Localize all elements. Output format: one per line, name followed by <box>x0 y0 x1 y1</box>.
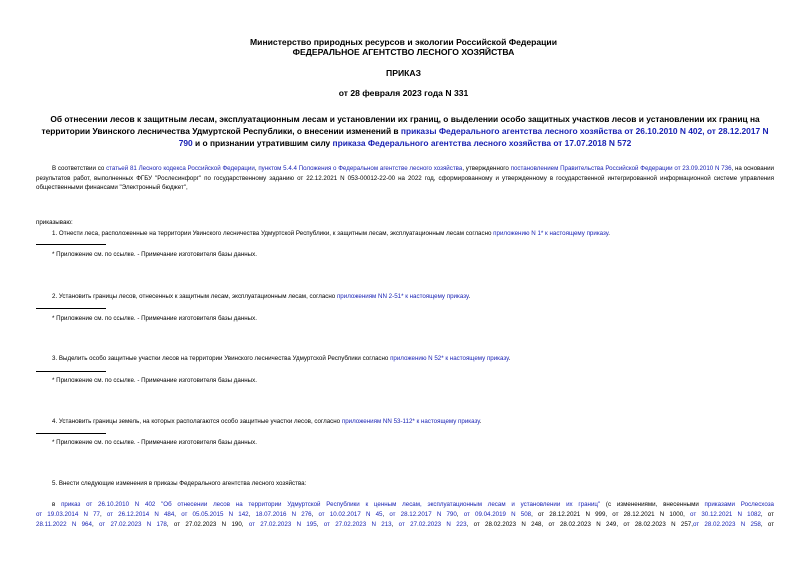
item-end: . <box>479 418 482 425</box>
link-order-1082[interactable]: от 30.12.2021 N 1082 <box>690 511 761 518</box>
amend-text: (с изменениями, внесенными <box>600 501 705 508</box>
link-order-484[interactable]: от 26.12.2014 N 484 <box>106 511 175 518</box>
amend-text: , <box>248 511 256 518</box>
agency-name: ФЕДЕРАЛЬНОЕ АГЕНТСТВО ЛЕСНОГО ХОЗЯЙСТВА <box>292 47 515 57</box>
preamble-text: , утвержденного <box>462 165 511 172</box>
title-link-repealed-order[interactable]: приказа Федерального агентства лесного хозяйства от 17.07.2018 N 572 <box>332 138 632 148</box>
footnote-divider <box>36 244 106 245</box>
link-order-178[interactable]: от 27.02.2023 N 178 <box>99 521 167 528</box>
title-link-amended-orders[interactable]: приказы Федерального агентства лесного хозяйства от 26.10.2010 N 402, от 28.12.2017 N 790 <box>178 126 769 148</box>
document-title <box>36 113 774 149</box>
preamble-text: , <box>254 165 259 172</box>
link-order-213[interactable]: от 27.02.2023 N 213 <box>323 521 392 528</box>
amend-text: , <box>382 511 390 518</box>
link-order-508[interactable]: от 09.04.2019 N 508 <box>463 511 532 518</box>
amendment-line-3 <box>36 520 774 529</box>
link-forest-code-art81[interactable]: статьей 81 Лесного кодекса Российской Федерации <box>106 165 255 172</box>
amend-text: , от 28.12.2021 N 999, от 28.12.2021 N 1000, <box>531 511 691 518</box>
amend-text: , <box>174 511 182 518</box>
item-end: . <box>608 230 611 237</box>
amend-text: , от <box>760 521 775 528</box>
item-5: 5. Внести следующие изменения в приказы Федерального агентства лесного хозяйства: <box>52 480 307 487</box>
amend-text: , от 28.02.2023 N 248, от 28.02.2023 N 249, от 28.02.2023 N 257, <box>466 521 693 528</box>
amend-text: , <box>391 521 399 528</box>
link-appendix-52[interactable]: приложению N 52* к настоящему приказу <box>390 355 509 362</box>
footnote: * Приложение см. по ссылке. - Примечание изготовителя базы данных. <box>52 251 257 258</box>
item-text: 4. Установить границы земель, на которых располагаются особо защитные участки лесов, согласно <box>52 418 342 425</box>
link-appendices-2-51[interactable]: приложениям NN 2-51* к настоящему приказу <box>336 293 469 300</box>
item-text: 2. Установить границы лесов, отнесенных к защитным лесам, эксплуатационным лесам, согласно <box>52 293 337 300</box>
amend-text: , <box>311 511 319 518</box>
amend-text: , от <box>760 511 774 518</box>
amend-text: , от 27.02.2023 N 190, <box>166 521 249 528</box>
amend-text: в <box>52 501 62 508</box>
amend-text: , <box>456 511 464 518</box>
link-order-45[interactable]: от 10.02.2017 N 45 <box>318 511 383 518</box>
link-appendices-53-112[interactable]: приложениям NN 53-112* к настоящему приказу <box>341 418 480 425</box>
item-text: 3. Выделить особо защитные участки лесов на территории Увинского лесничества Удмуртской Республики согласно <box>52 355 391 362</box>
link-government-resolution-736[interactable]: постановлением Правительства Российской Федерации от 23.09.2010 N 736 <box>510 165 732 172</box>
footnote: * Приложение см. по ссылке. - Примечание изготовителя базы данных. <box>52 315 257 322</box>
document-date-number: от 28 февраля 2023 года N 331 <box>338 88 469 98</box>
link-regulation-item-5-4-4[interactable]: пунктом 5.4.4 Положения о Федеральном агентстве лесного хозяйства <box>258 165 463 172</box>
item-end: . <box>508 355 511 362</box>
footnote: * Приложение см. по ссылке. - Примечание изготовителя базы данных. <box>52 439 257 446</box>
preamble-text: , на основании результатов работ, выполненных ФГБУ "Рослесинфорг" по государственному заданию от 22.12.2021 N 053-00012-22-00 на 2022 год, сформированному и утвержденному в государственной интегрированной информационной системе управления общественными финансами "Электронный бюджет", <box>36 165 775 192</box>
link-order-964[interactable]: 28.11.2022 N 964 <box>36 521 92 528</box>
link-order-402[interactable]: приказ от 26.10.2010 N 402 "Об отнесении лесов на территории Удмуртской Республики к ценным лесам, эксплуатационным лесам и установлении их границ" <box>61 501 601 508</box>
footnote-divider <box>36 433 106 434</box>
link-order-142[interactable]: от 05.05.2015 N 142 <box>181 511 249 518</box>
item-end: . <box>468 293 471 300</box>
amendment-line-2 <box>36 510 774 519</box>
link-order-790[interactable]: от 28.12.2017 N 790 <box>389 511 457 518</box>
amendment-line-1 <box>36 500 774 509</box>
title-text-2: и о признании утратившим силу <box>192 138 333 148</box>
link-order-258[interactable]: от 28.02.2023 N 258 <box>692 521 761 528</box>
preamble-text: В соответствии со <box>52 165 107 172</box>
item-4 <box>52 417 481 426</box>
footnote-divider <box>36 308 106 309</box>
ministry-name: Министерство природных ресурсов и экологии Российской Федерации <box>250 37 557 47</box>
amend-text: , <box>91 521 99 528</box>
item-3 <box>52 354 510 363</box>
item-text: 1. Отнести леса, расположенные на территории Увинского лесничества Удмуртской Республики, к защитным лесам, эксплуатационным лесам согласно <box>52 230 494 237</box>
order-word: приказываю: <box>36 219 73 226</box>
document-type: ПРИКАЗ <box>386 68 421 78</box>
amend-text: , <box>316 521 324 528</box>
link-order-77[interactable]: от 19.03.2014 N 77 <box>36 511 100 518</box>
title-text-1: Об отнесении лесов к защитным лесам, эксплуатационным лесам и установлении их границ, о выделении особо защитных участков лесов и установлении их границ на территории Увинского лесничества Удмуртской Республики, о внесении изменений в <box>41 114 760 136</box>
item-1 <box>52 229 610 238</box>
link-order-276[interactable]: 18.07.2016 N 276 <box>255 511 312 518</box>
link-order-223[interactable]: от 27.02.2023 N 223 <box>398 521 467 528</box>
item-2 <box>52 292 470 301</box>
link-rosleskhoz-orders[interactable]: приказами Рослесхоза <box>704 501 774 508</box>
link-appendix-1[interactable]: приложению N 1* к настоящему приказу <box>493 230 609 237</box>
footnote-divider <box>36 371 106 372</box>
link-order-195[interactable]: от 27.02.2023 N 195 <box>248 521 317 528</box>
preamble <box>36 164 774 193</box>
amend-text: , <box>99 511 107 518</box>
footnote: * Приложение см. по ссылке. - Примечание изготовителя базы данных. <box>52 377 257 384</box>
